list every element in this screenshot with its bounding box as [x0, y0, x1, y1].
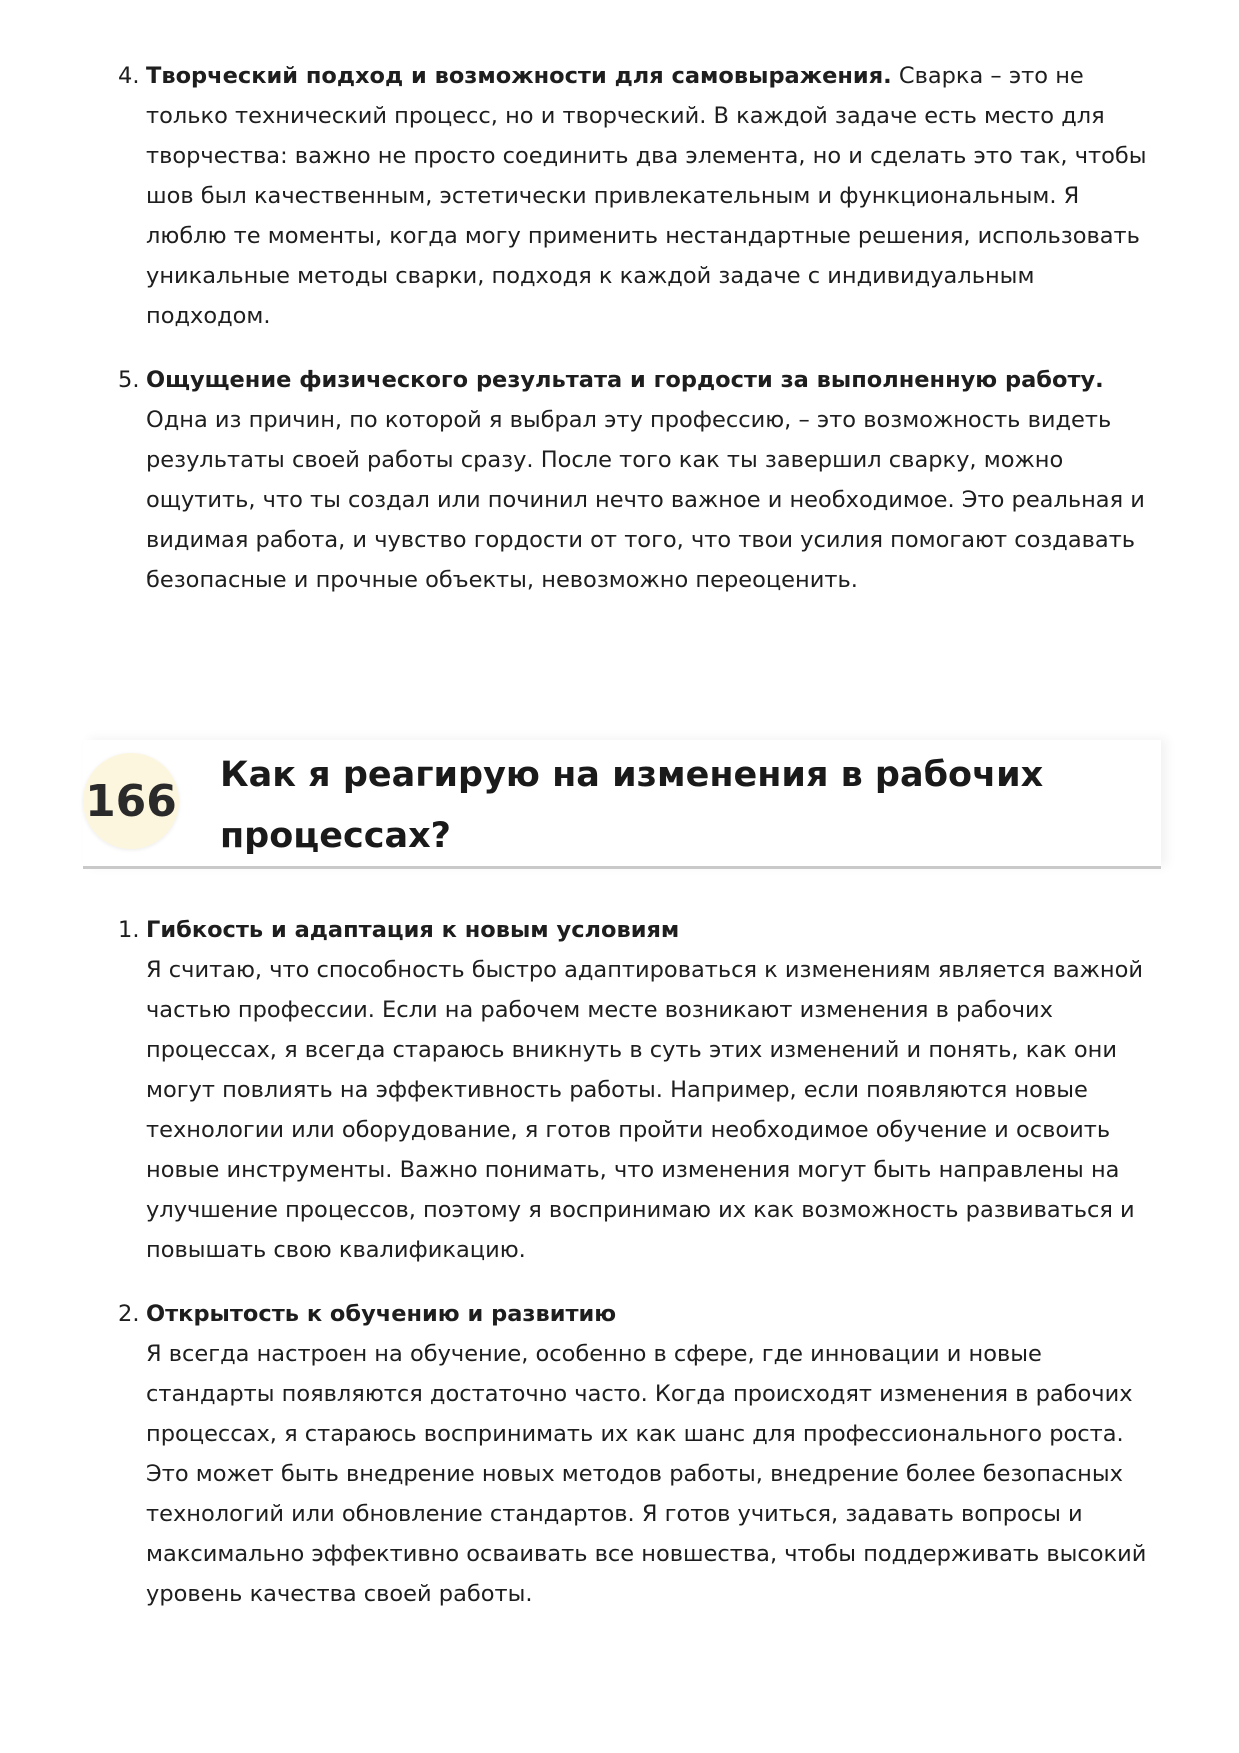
list-item-text: Одна из причин, по которой я выбрал эту профессию, – это возможность видеть результаты своей работы сразу. После того как ты завершил сварку, можно ощутить, что ты создал или починил нечто важное и необходимое. Это реальная и видимая работа, и чувство гордости от того, что твои усилия помогают создавать безопасные и прочные объекты, невозможно переоценить. — [146, 407, 1145, 593]
section-number-badge: 166 — [83, 753, 179, 849]
list-item — [112, 1294, 1162, 1614]
list-item-text: Я считаю, что способность быстро адаптироваться к изменениям является важной частью профессии. Если на рабочем месте возникают изменения в рабочих процессах, я всегда стараюсь вникнуть в суть этих изменений и понять, как они могут повлиять на эффективность работы. Например, если появляются новые технологии или оборудование, я готов пройти необходимое обучение и освоить новые инструменты. Важно понимать, что изменения могут быть направлены на улучшение процессов, поэтому я воспринимаю их как возможность развиваться и повышать свою квалификацию. — [146, 957, 1143, 1263]
list-reasons — [112, 56, 1162, 624]
list-item — [112, 360, 1162, 600]
list-item-text: Сварка – это не только технический процесс, но и творческий. В каждой задаче есть место для творчества: важно не просто соединить два элемента, но и сделать это так, чтобы шов был качественным, эстетически привлекательным и функциональным. Я люблю те моменты, когда могу применить нестандартные решения, использовать уникальные методы сварки, подходя к каждой задаче с индивидуальным подходом. — [146, 63, 1147, 329]
list-answers — [112, 910, 1162, 1638]
list-item-text: Я всегда настроен на обучение, особенно в сфере, где инновации и новые стандарты появляются достаточно часто. Когда происходят изменения в рабочих процессах, я стараюсь воспринимать их как шанс для профессионального роста. Это может быть внедрение новых методов работы, внедрение более безопасных технологий или обновление стандартов. Я готов учиться, задавать вопросы и максимально эффективно осваивать все новшества, чтобы поддерживать высокий уровень качества своей работы. — [146, 1341, 1147, 1607]
section-heading: Как я реагирую на изменения в рабочих процессах? — [220, 755, 1044, 856]
list-item-number: 5. — [118, 367, 140, 393]
list-item — [112, 910, 1162, 1270]
list-item — [112, 56, 1162, 336]
list-item-title: Гибкость и адаптация к новым условиям — [146, 917, 680, 943]
list-item-number: 4. — [118, 63, 140, 89]
list-item-title: Открытость к обучению и развитию — [146, 1301, 617, 1327]
list-item-title: Творческий подход и возможности для самовыражения. — [146, 63, 892, 89]
section-header — [83, 740, 1161, 869]
list-item-number: 2. — [118, 1301, 140, 1327]
list-item-number: 1. — [118, 917, 140, 943]
list-item-title: Ощущение физического результата и гордости за выполненную работу. — [146, 367, 1104, 393]
